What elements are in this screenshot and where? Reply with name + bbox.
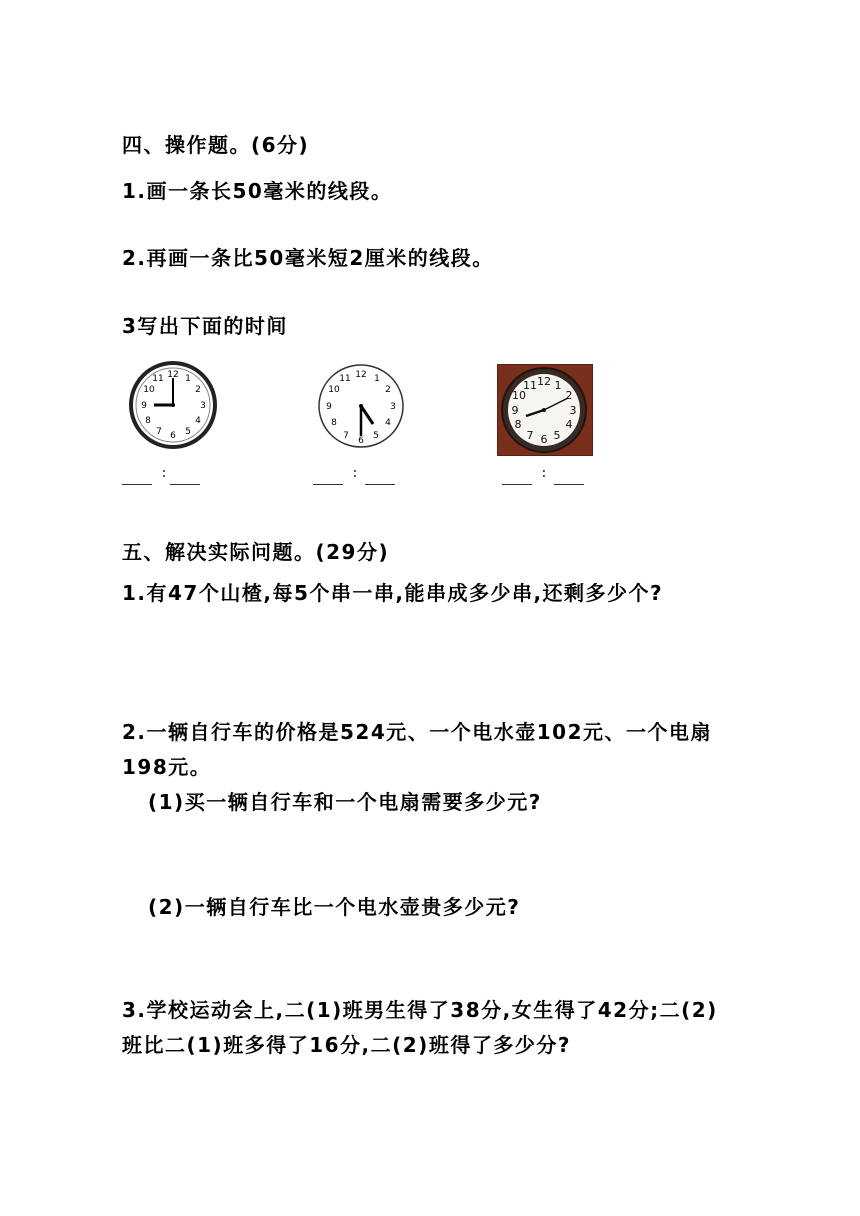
clock-2-num-6: 6: [358, 436, 364, 446]
question-draw-shorter-segment: 2.再画一条比50毫米短2厘米的线段。: [122, 246, 494, 270]
clock-3-num-2: 2: [565, 389, 573, 402]
answer-colon: :: [351, 466, 359, 481]
question-hawthorn-skewers: 1.有47个山楂,每5个串一串,能串成多少串,还剩多少个?: [122, 581, 664, 605]
clock-1-num-8: 8: [145, 416, 151, 426]
clock-3-num-3: 3: [569, 404, 577, 417]
hour-blank[interactable]: [502, 484, 532, 485]
minute-blank[interactable]: [365, 484, 395, 485]
clock-2-num-12: 12: [355, 370, 367, 380]
question-sports-meet-line2: 班比二(1)班多得了16分,二(2)班得了多少分?: [122, 1033, 571, 1057]
clock-2-num-1: 1: [374, 374, 380, 384]
minute-blank[interactable]: [170, 484, 200, 485]
answer-colon: :: [160, 466, 168, 481]
clock-1-answer[interactable]: [122, 466, 202, 490]
clock-2-num-8: 8: [331, 418, 337, 428]
clock-2-num-4: 4: [385, 418, 391, 428]
clock-1-num-5: 5: [185, 427, 191, 437]
clock-3-num-11: 11: [523, 379, 537, 392]
clock-3-num-7: 7: [526, 429, 534, 442]
clock-2-num-2: 2: [385, 385, 391, 395]
subquestion-bike-and-fan: (1)买一辆自行车和一个电扇需要多少元?: [148, 790, 542, 814]
clock-3-num-5: 5: [553, 429, 561, 442]
clock-3-num-10: 10: [512, 389, 526, 402]
clock-2-num-11: 11: [339, 374, 351, 384]
clock-3-num-8: 8: [514, 418, 522, 431]
clock-2-image: [316, 362, 406, 450]
question-sports-meet-line1: 3.学校运动会上,二(1)班男生得了38分,女生得了42分;二(2): [122, 998, 718, 1022]
clock-3-num-1: 1: [554, 379, 562, 392]
section4-heading: 四、操作题。(6分): [122, 133, 310, 157]
clock-1-num-2: 2: [195, 385, 201, 395]
clock-1-num-12: 12: [167, 370, 179, 380]
clock-2-num-3: 3: [390, 402, 396, 412]
clock-3-face: [497, 364, 593, 456]
clock-3-num-4: 4: [565, 418, 573, 431]
clock-3-num-6: 6: [540, 433, 548, 446]
hour-blank[interactable]: [313, 484, 343, 485]
subquestion-bike-vs-kettle: (2)一辆自行车比一个电水壶贵多少元?: [148, 895, 521, 919]
clock-2-face: [316, 362, 406, 450]
minute-blank[interactable]: [554, 484, 584, 485]
clock-2-num-7: 7: [343, 431, 349, 441]
clock-2-num-10: 10: [328, 385, 340, 395]
hour-blank[interactable]: [122, 484, 152, 485]
clock-1-num-4: 4: [195, 416, 201, 426]
clock-3-num-12: 12: [537, 375, 551, 388]
clock-3-num-9: 9: [511, 404, 519, 417]
clock-1-num-9: 9: [141, 401, 147, 411]
section5-heading: 五、解决实际问题。(29分): [122, 540, 390, 564]
clock-3-image: [497, 364, 593, 456]
clock-1-num-7: 7: [156, 427, 162, 437]
clock-1-num-3: 3: [200, 401, 206, 411]
clock-1-num-6: 6: [170, 431, 176, 441]
clock-2-num-9: 9: [326, 402, 332, 412]
clock-1-face: [128, 360, 218, 450]
question-write-time: 3写出下面的时间: [122, 314, 288, 338]
clock-1-num-11: 11: [152, 374, 164, 384]
question-prices-line2: 198元。: [122, 755, 212, 779]
clock-1-num-10: 10: [143, 385, 155, 395]
question-draw-50mm: 1.画一条长50毫米的线段。: [122, 179, 393, 203]
question-prices-line1: 2.一辆自行车的价格是524元、一个电水壶102元、一个电扇: [122, 720, 713, 744]
clock-2-answer[interactable]: [313, 466, 393, 490]
clock-1-num-1: 1: [185, 374, 191, 384]
clock-2-num-5: 5: [373, 431, 379, 441]
clock-1-image: [128, 360, 218, 450]
answer-colon: :: [540, 466, 548, 481]
clock-3-answer[interactable]: [502, 466, 582, 490]
